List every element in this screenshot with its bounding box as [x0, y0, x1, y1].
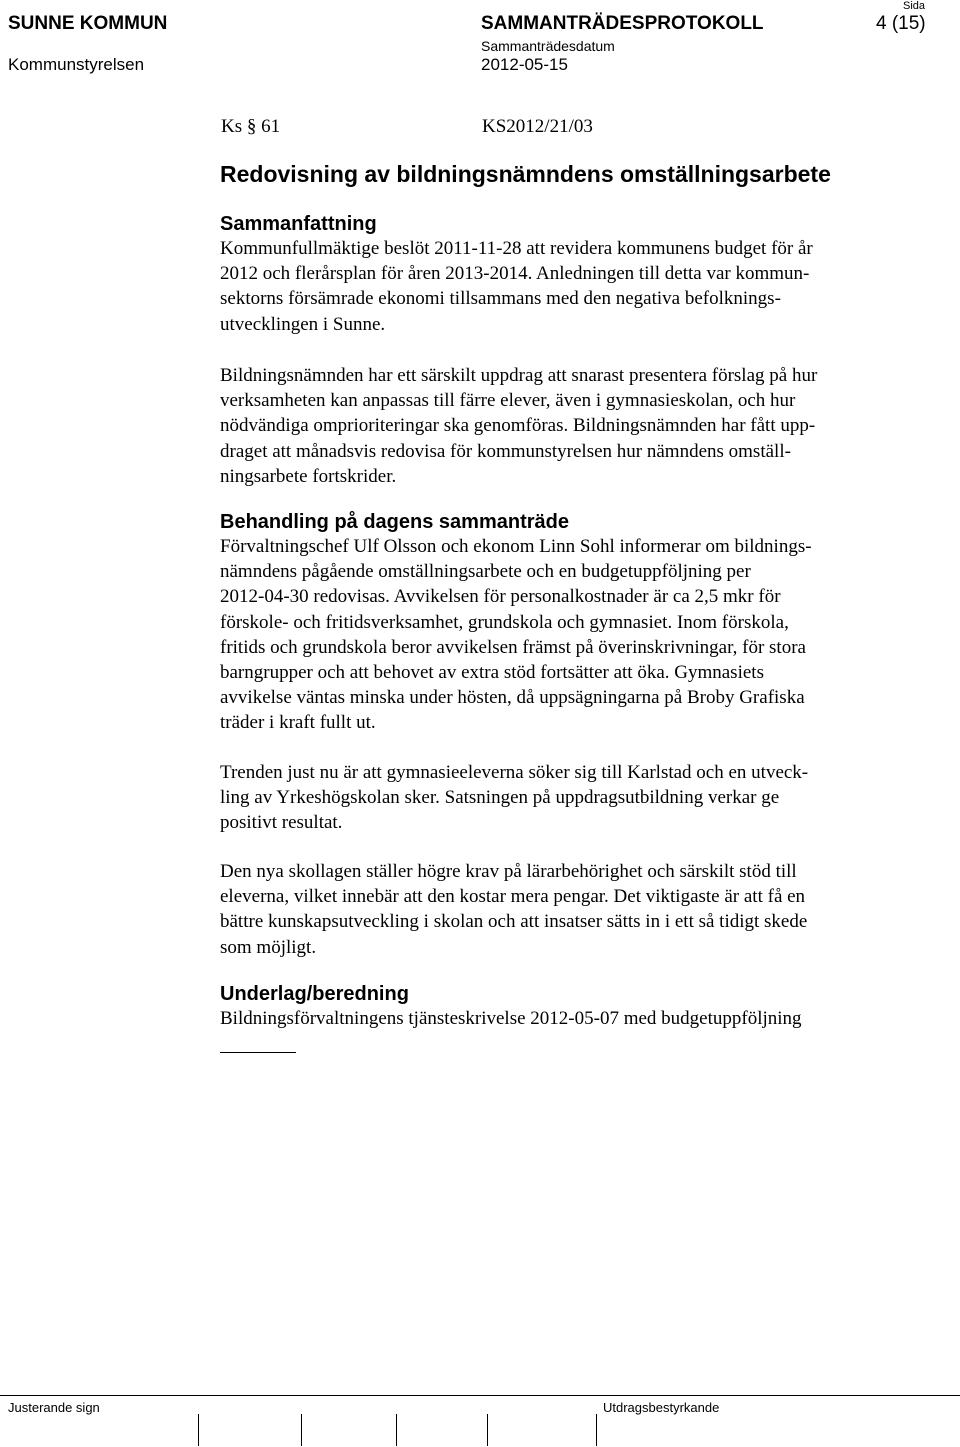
text-line: som möjligt. — [220, 936, 317, 958]
diary-number: KS2012/21/03 — [482, 116, 593, 137]
text-line: draget att månadsvis redovisa för kommunstyrelsen hur nämndens omställ- — [220, 440, 791, 462]
section-heading: Sammanfattning — [220, 213, 377, 235]
footer-rule — [0, 1395, 960, 1396]
meeting-date-label: Sammanträdesdatum — [481, 38, 615, 54]
section-proceedings — [220, 510, 920, 736]
section-proceedings-schoollaw — [220, 859, 920, 960]
signature-box-divider — [487, 1414, 488, 1446]
adjusting-signature-label: Justerande sign — [8, 1400, 100, 1415]
paragraph — [220, 534, 920, 736]
text-line: Kommunfullmäktige beslöt 2011-11-28 att revidera kommunens budget för år — [220, 238, 813, 259]
text-line: eleverna, vilket innebär att den kostar mera pengar. Det viktigaste är att få en — [220, 886, 806, 908]
text-line: sektorns försämrade ekonomi tillsammans med den negativa befolknings- — [220, 288, 781, 310]
text-line: nämndens pågående omställningsarbete och en budgetuppföljning per — [220, 561, 751, 583]
signature-box-divider — [396, 1414, 397, 1446]
text-line: Förvaltningschef Ulf Olsson och ekonom Linn Sohl informerar om bildnings- — [220, 536, 812, 557]
paragraph — [220, 236, 920, 337]
end-rule — [220, 1052, 296, 1053]
paragraph-number: Ks § 61 — [221, 116, 281, 137]
text-line: bättre kunskapsutveckling i skolan och att insatser sätts in i ett så tidigt skede — [220, 911, 808, 933]
section-background — [220, 982, 920, 1031]
municipality-name: SUNNE KOMMUN — [8, 13, 168, 34]
text-line: ningsarbete fortskrider. — [220, 465, 397, 487]
signature-box-divider — [301, 1414, 302, 1446]
text-line: Den nya skollagen ställer högre krav på lärarbehörighet och särskilt stöd till — [220, 861, 797, 882]
page-number: 4 (15) — [876, 13, 926, 34]
certification-label: Utdragsbestyrkande — [603, 1400, 720, 1415]
text-line: barngrupper och att behovet av extra stöd fortsätter att öka. Gymnasiets — [220, 662, 764, 684]
text-line: nödvändiga omprioriteringar ska genomföras. Bildningsnämnden har fått upp- — [220, 415, 816, 437]
case-title: Redovisning av bildningsnämndens omställningsarbete — [220, 161, 831, 187]
meeting-date: 2012-05-15 — [481, 55, 568, 74]
text-line: avvikelse väntas minska under hösten, då uppsägningarna på Broby Grafiska — [220, 687, 805, 709]
text-line: Trenden just nu är att gymnasieeleverna söker sig till Karlstad och en utveck- — [220, 762, 809, 783]
board-name: Kommunstyrelsen — [8, 55, 145, 74]
text-line: förskole- och fritidsverksamhet, grundskola och gymnasiet. Inom förskola, — [220, 611, 789, 633]
document-title: SAMMANTRÄDESPROTOKOLL — [481, 13, 764, 34]
section-heading: Behandling på dagens sammanträde — [220, 511, 569, 533]
text-line: verksamheten kan anpassas till färre elever, även i gymnasieskolan, och hur — [220, 390, 796, 412]
text-line: positivt resultat. — [220, 812, 343, 834]
section-summary — [220, 212, 920, 337]
paragraph — [220, 760, 920, 836]
paragraph — [220, 859, 920, 960]
section-heading: Underlag/beredning — [220, 983, 409, 1005]
text-line: ling av Yrkeshögskolan sker. Satsningen på uppdragsutbildning verkar ge — [220, 787, 780, 809]
section-proceedings-trend — [220, 760, 920, 836]
text-line: utvecklingen i Sunne. — [220, 313, 386, 335]
paragraph — [220, 1006, 920, 1031]
signature-box-divider — [198, 1414, 199, 1446]
text-line: 2012 och flerårsplan för åren 2013-2014. Anledningen till detta var kommun- — [220, 263, 810, 285]
paragraph — [220, 363, 920, 489]
text-line: 2012-04-30 redovisas. Avvikelsen för personalkostnader är ca 2,5 mkr för — [220, 586, 781, 608]
text-line: träder i kraft fullt ut. — [220, 712, 376, 734]
page-label: Sida — [903, 0, 926, 12]
text-line: fritids och grundskola beror avvikelsen främst på överinskrivningar, för stora — [220, 636, 806, 658]
signature-box-divider — [596, 1414, 597, 1446]
text-line: Bildningsförvaltningens tjänsteskrivelse 2012-05-07 med budgetuppföljning — [220, 1008, 802, 1029]
text-line: Bildningsnämnden har ett särskilt uppdrag att snarast presentera förslag på hur — [220, 365, 818, 386]
section-summary-continued — [220, 363, 920, 489]
